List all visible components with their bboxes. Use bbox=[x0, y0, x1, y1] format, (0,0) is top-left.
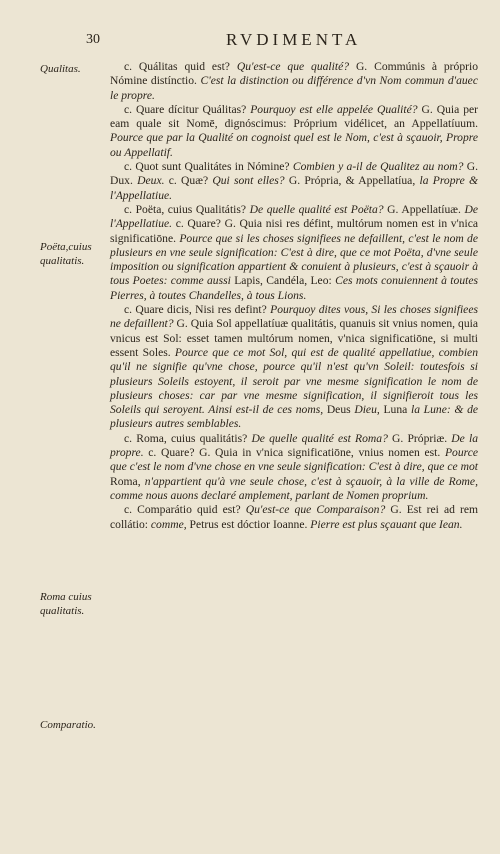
french-text: Pource que si les choses signifiees ne defaillent, c'est le nom de plusieurs en vne seule signification: C'est à dire, que ce mot Poëta, d'vne seule imposition ou signification appartient & conuient à plusieurs, c'est à sçauoir à tous Poetes: comme aussi bbox=[110, 231, 478, 288]
latin-text: Roma, bbox=[110, 474, 141, 488]
paragraph bbox=[110, 432, 478, 503]
french-text: C'est la distinction ou différence d'vn Nom commun d'auec le propre. bbox=[110, 74, 478, 102]
french-text: De quelle qualité est Poëta? bbox=[249, 202, 384, 216]
latin-text: G. Própriæ. bbox=[392, 431, 448, 445]
margin-note-comparatio: Comparatio. bbox=[40, 719, 96, 731]
french-text: Pierre est plus sçauant que Iean. bbox=[310, 517, 463, 531]
french-text: De l'Appellatiue. bbox=[110, 202, 479, 231]
paragraph bbox=[110, 60, 478, 103]
french-text: Ces mots conuiennent à toutes Pierres, à toutes Chandelles, à tous Lions. bbox=[110, 274, 478, 302]
page-number: 30 bbox=[86, 32, 100, 47]
paragraph bbox=[110, 160, 478, 203]
french-text: De la propre. bbox=[110, 431, 478, 460]
margin-note-poeta: Poëta,cuius qualitatis. bbox=[40, 241, 92, 267]
french-text: Pourquoy est elle appelée Qualité? bbox=[250, 102, 418, 116]
french-text: Qu'est-ce que Comparaison? bbox=[245, 503, 386, 517]
latin-text: c. Poëta, cuius Qualitátis? bbox=[124, 202, 247, 216]
paragraph bbox=[110, 503, 478, 532]
latin-text: c. Comparátio quid est? bbox=[124, 503, 241, 517]
french-text: comme, bbox=[150, 517, 187, 531]
french-text: Qu'est-ce que qualité? bbox=[236, 60, 350, 73]
paragraph bbox=[110, 103, 478, 160]
french-text: Pource que par la Qualité on cognoist quel est le Nom, c'est à sçauoir, Propre ou Appellatif. bbox=[110, 131, 478, 159]
latin-text: G. Commúnis à próprio Nómine distínctio. bbox=[110, 60, 479, 88]
latin-text: G. Própria, & Appellatíua, bbox=[288, 174, 416, 188]
latin-text: c. Quare dícitur Quálitas? bbox=[124, 102, 247, 116]
french-text: Deux. bbox=[137, 174, 165, 188]
margin-note-qualitas: Qualitas. bbox=[40, 63, 81, 75]
latin-text: c. Quálitas quid est? bbox=[124, 60, 230, 73]
latin-text: c. Roma, cuius qualitátis? bbox=[124, 431, 248, 445]
latin-text: G. Quia per eam quale sit Nomē, dignóscimus: Próprium vidélicet, an Appellatíuum. bbox=[110, 102, 479, 131]
margin-note-roma: Roma cuius qualitatis. bbox=[40, 591, 92, 617]
text-block bbox=[110, 60, 478, 532]
latin-text: G. Est rei ad rem collátio: bbox=[110, 503, 478, 531]
french-text: la Lune: & de plusieurs autres semblables. bbox=[110, 403, 479, 431]
page-header bbox=[86, 32, 486, 50]
latin-text: c. Quot sunt Qualitátes in Nómine? bbox=[124, 160, 290, 174]
french-text: Pource que c'est le nom d'vne chose en vne seule signification: C'est à dire, que ce mot bbox=[110, 446, 478, 474]
french-text: Pourquoy dites vous, Si les choses signifiees ne defaillent? bbox=[110, 303, 478, 331]
latin-text: G. Quia Sol appellatíuæ qualitátis, quanuis sit vnius nomen, quia vnicus est Sol: esset tamen multórum nomen, v'nica significatiōne, si multi essent Soles. bbox=[110, 317, 478, 359]
latin-text: c. Quare? G. Quia nisi res défint, multórum nomen est in v'nica significatiōne. bbox=[110, 217, 478, 245]
latin-text: G. Dux. bbox=[110, 160, 479, 188]
latin-text: c. Quare dicis, Nisi res defint? bbox=[124, 303, 267, 317]
running-title: RVDIMENTA bbox=[226, 30, 362, 49]
french-text: Dieu, bbox=[354, 403, 380, 417]
latin-text: Deus bbox=[326, 403, 351, 417]
french-text: Qui sont elles? bbox=[212, 174, 285, 188]
paragraph bbox=[110, 303, 478, 432]
latin-text: G. Appellatíuæ. bbox=[387, 202, 461, 216]
latin-text: c. Quare? G. Quia in v'nica significatiōne, vnius nomen est. bbox=[148, 446, 441, 460]
french-text: Pource que ce mot Sol, qui est de qualité appellatiue, combien qu'il ne signifie qu'vne chose, pource qu'il n'est qu'vn Soleil: toutesfois si plusieurs Soleils estoyent, il seroit par vne mesme signification le nom de plusieurs choses: car par vne mesme signification, il signifieroit tous les Soleils qui seroyent. Ainsi est-il de ces noms, bbox=[110, 345, 478, 417]
paragraph bbox=[110, 203, 478, 303]
french-text: la Propre & l'Appellatiue. bbox=[110, 174, 478, 202]
latin-text: c. Quæ? bbox=[168, 174, 209, 188]
latin-text: Luna bbox=[383, 403, 408, 417]
french-text: n'appartient qu'à vne seule chose, c'est à sçauoir, à la ville de Rome, comme nous auons declaré amplement, parlant de Nomen proprium. bbox=[110, 474, 478, 502]
latin-text: Lapis, Candéla, Leo: bbox=[234, 274, 332, 288]
french-text: De quelle qualité est Roma? bbox=[251, 431, 388, 445]
french-text: Combien y a-il de Qualitez au nom? bbox=[292, 160, 464, 174]
latin-text: Petrus est dóctior Ioanne. bbox=[189, 517, 308, 531]
